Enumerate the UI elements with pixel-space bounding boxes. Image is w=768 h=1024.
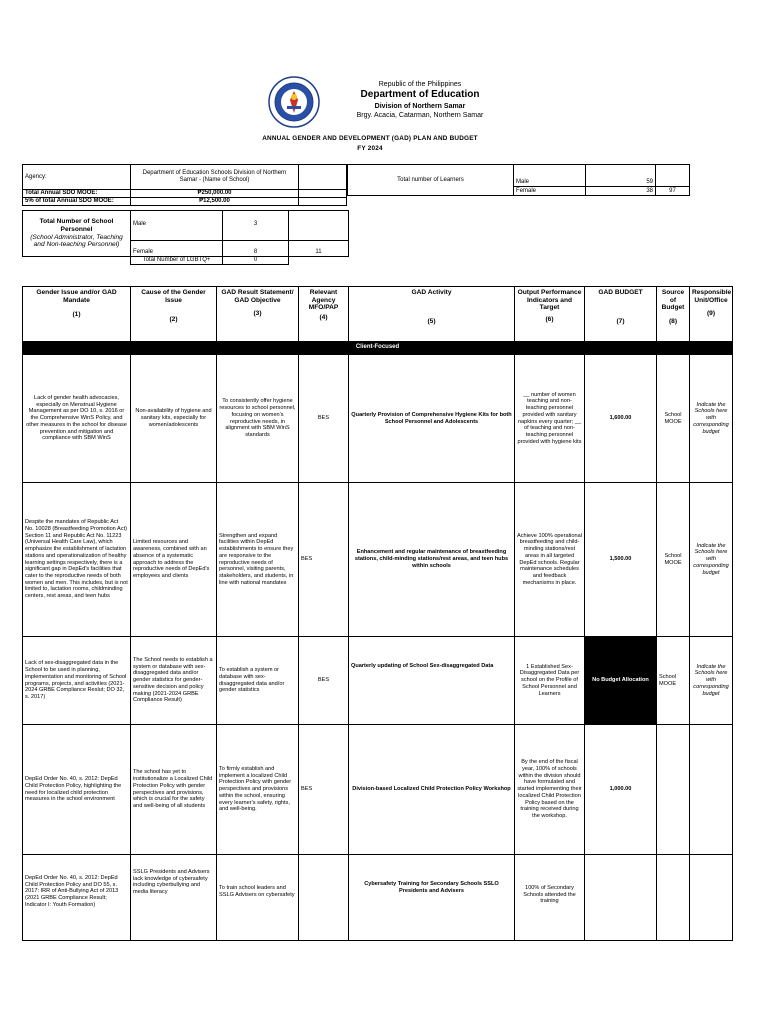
row2-budget: 1,500.00 bbox=[585, 483, 657, 637]
learners-table bbox=[347, 164, 690, 196]
learners-male-label: Male bbox=[514, 165, 586, 187]
row5-source bbox=[657, 855, 690, 941]
personnel-male-value: 3 bbox=[223, 211, 289, 241]
row2-source: School MOOE bbox=[657, 483, 690, 637]
table-row bbox=[23, 855, 733, 941]
row4-output: By the end of the fiscal year, 100% of schools within the division should have formulated and started implementing their localized Child Protection Policy based on the training received during the workshop. bbox=[515, 725, 585, 855]
row4-objective: To firmly establish and implement a localized Child Protection Policy with gender perspectives and provisions within the school, ensuring every learner's safety, rights, and well-being. bbox=[217, 725, 299, 855]
fiscal-year: FY 2024 bbox=[357, 145, 383, 152]
learners-female-label: Female bbox=[514, 187, 586, 196]
row1-objective: To consistently offer hygiene resources to school personnel, focusing on women's reproductive needs, in alignment with SBM WinS standards bbox=[217, 355, 299, 483]
row5-responsible bbox=[690, 855, 733, 941]
row2-mandate: Despite the mandates of Republic Act No. 10028 (Breastfeeding Promotion Act) Section 11 and Republic Act No. 11223 (Universal Health Care Law), which emphasize the establishment of lactation stations and operationalization of healthy learning settings respectively, there is a significant gap in DepEd's facilities that cater to the reproductive needs of both women and men. This includes, but is not limited to, lactation rooms, childminding centers, rest areas, and teen hubs bbox=[23, 483, 131, 637]
row4-mandate: DepEd Order No. 40, s. 2012: DepEd Child Protection Policy, highlighting the need for localized child protection measures in the school environment bbox=[23, 725, 131, 855]
personnel-male-label: Male bbox=[131, 211, 223, 241]
row5-budget bbox=[585, 855, 657, 941]
client-focused-band: Client-Focused bbox=[23, 342, 733, 355]
agency-value: Department of Education Schools Division of Northern Samar - (Name of School) bbox=[131, 165, 299, 190]
row5-cause: SSLG Presidents and Advisers lack knowledge of cybersafety including cyberbullying and media literacy bbox=[131, 855, 217, 941]
personnel-total: 11 bbox=[289, 241, 349, 257]
header-division: Division of Northern Samar bbox=[374, 103, 466, 110]
row3-mfo: BES bbox=[299, 637, 349, 725]
row5-mfo bbox=[299, 855, 349, 941]
col-header-3: GAD Result Statement/ GAD Objective (3) bbox=[217, 287, 299, 342]
header-department: Department of Education bbox=[360, 89, 480, 100]
row3-cause: The School needs to establish a system or database with sex-disaggregated data and/or gender statistics for gender-sensitive decision and policy making (2021-2024 GRBE Compliance Result) bbox=[131, 637, 217, 725]
row3-output: 1 Established Sex-Disaggregated Data per school on the Profile of School Personnel and Learners bbox=[515, 637, 585, 725]
learners-female-value: 38 bbox=[586, 187, 656, 196]
row5-mandate: DepEd Order No. 40, s. 2012: DepEd Child Protection Policy and DO 55, s. 2017: IRR of Anti-Bullying Act of 2013 (2021 GRBE Compliance Result; Indicator I: Youth Formation) bbox=[23, 855, 131, 941]
gad-plan-table bbox=[22, 286, 733, 941]
learners-total: 97 bbox=[656, 187, 690, 196]
personnel-female-label: Female bbox=[131, 241, 223, 257]
col-header-1: Gender Issue and/or GAD Mandate (1) bbox=[23, 287, 131, 342]
learners-male-value: 59 bbox=[586, 165, 656, 187]
col-header-8: Source of Budget (8) bbox=[657, 287, 690, 342]
row3-responsible: Indicate the Schools here with corresponding budget bbox=[690, 637, 733, 725]
col-header-4: Relevant Agency MFO/PAP (4) bbox=[299, 287, 349, 342]
row1-mfo: BES bbox=[299, 355, 349, 483]
document-title: ANNUAL GENDER AND DEVELOPMENT (GAD) PLAN AND BUDGET bbox=[262, 135, 478, 142]
personnel-female-value: 8 bbox=[223, 241, 289, 257]
mooe-label: Total Annual SDO MOOE: bbox=[23, 190, 131, 198]
row3-mandate: Lack of sex-disaggregated data in the School to be used in planning, implementation and monitoring of School programs, projects, and activities (2021-2024 GRBE Compliance Reslut; DO 32, s. 2017) bbox=[23, 637, 131, 725]
row2-output: Achieve 100% operational breastfeeding and child-minding stations/rest areas in all targeted DepEd schools. Regular maintenance schedules and feedback mechanisms in place. bbox=[515, 483, 585, 637]
row2-mfo: BES bbox=[299, 483, 349, 637]
agency-table bbox=[22, 164, 347, 206]
row4-cause: The school has yet to institutionalize a Localized Child Protection Policy with gender perspectives and provisions, which is crucial for the safety and well-being of all students bbox=[131, 725, 217, 855]
header-address: Brgy. Acacia, Catarman, Northern Samar bbox=[356, 112, 484, 119]
personnel-sublabel: (School Administrator, Teaching and Non-teaching Personnel) bbox=[30, 233, 123, 249]
col-header-9: Responsible Unit/Office (9) bbox=[690, 287, 733, 342]
row1-output: __ number of women teaching and non-teaching personnel provided with sanitary napkins every quarter; __ of teaching and non-teaching personnel provided with hygiene kits bbox=[515, 355, 585, 483]
header-republic: Republic of the Philippines bbox=[378, 81, 462, 88]
table-row bbox=[23, 483, 733, 637]
row1-responsible: Indicate the Schools here with corresponding budget bbox=[690, 355, 733, 483]
row3-objective: To establish a system or database with sex-disaggregated data and/or gender statistics bbox=[217, 637, 299, 725]
row3-source: School MOOE bbox=[657, 637, 690, 725]
mooe-value: ₱250,000.00 bbox=[131, 190, 299, 198]
row5-activity: Cybersafety Training for Secondary Schools SSLO Presidents and Advisers bbox=[349, 855, 515, 941]
table-header-row bbox=[23, 287, 733, 342]
row3-budget: No Budget Allocation bbox=[585, 637, 657, 725]
pct-mooe-label: 5% of total Annual SDO MOOE: bbox=[23, 198, 131, 206]
row1-budget: 1,600.00 bbox=[585, 355, 657, 483]
col-header-7: GAD BUDGET (7) bbox=[585, 287, 657, 342]
row4-activity: Division-based Localized Child Protection Policy Workshop bbox=[349, 725, 515, 855]
col-header-6: Output Performance Indicators and Target (6) bbox=[515, 287, 585, 342]
pct-mooe-value: ₱12,500.00 bbox=[131, 198, 299, 206]
table-row bbox=[23, 637, 733, 725]
col-header-2: Cause of the Gender Issue (2) bbox=[131, 287, 217, 342]
row1-source: School MOOE bbox=[657, 355, 690, 483]
personnel-label: Total Number of School Personnel bbox=[39, 218, 114, 233]
row4-responsible bbox=[690, 725, 733, 855]
row1-mandate: Lack of gender health advocacies, especially on Menstrual Hygiene Management as per DO 10, s. 2016 or the Comprehensive WinS Policy, and other measures in the school for disease prevention and mitigation and compliance with SBM WinS bbox=[23, 355, 131, 483]
row4-budget: 1,000.00 bbox=[585, 725, 657, 855]
row5-output: 100% of Secondary Schools attended the training bbox=[515, 855, 585, 941]
row1-cause: Non-availability of hygiene and sanitary kits, especially for women/adolescents bbox=[131, 355, 217, 483]
learners-label: Total number of Learners bbox=[348, 165, 514, 196]
row2-activity: Enhancement and regular maintenance of breastfeeding stations, child-minding stations/rest areas, and teen hubs within schools bbox=[349, 483, 515, 637]
personnel-table bbox=[22, 210, 349, 265]
row4-mfo: BES bbox=[299, 725, 349, 855]
row3-activity: Quarterly updating of School Sex-disaggregated Data bbox=[349, 637, 515, 725]
row2-objective: Strengthen and expand facilities within DepEd establishments to ensure they are responsive to the reproductive needs of personnel, visiting parents, stakeholders, and students, in line with national mandates bbox=[217, 483, 299, 637]
row4-source bbox=[657, 725, 690, 855]
row5-objective: To train school leaders and SSLG Advisers on cybersafety bbox=[217, 855, 299, 941]
table-row bbox=[23, 355, 733, 483]
table-row bbox=[23, 725, 733, 855]
lgbtq-label: Total Number of LGBTQ+ bbox=[131, 257, 223, 265]
col-header-5: GAD Activity (5) bbox=[349, 287, 515, 342]
agency-label: Agency: bbox=[23, 165, 131, 190]
row2-cause: Limited resources and awareness, combined with an absence of a systematic approach to address the reproductive needs of DepEd's employees and clients bbox=[131, 483, 217, 637]
row2-responsible: Indicate the Schools here with corresponding budget bbox=[690, 483, 733, 637]
lgbtq-value: 0 bbox=[223, 257, 289, 265]
row1-activity: Quarterly Provision of Comprehensive Hygiene Kits for both School Personnel and Adolescents bbox=[349, 355, 515, 483]
